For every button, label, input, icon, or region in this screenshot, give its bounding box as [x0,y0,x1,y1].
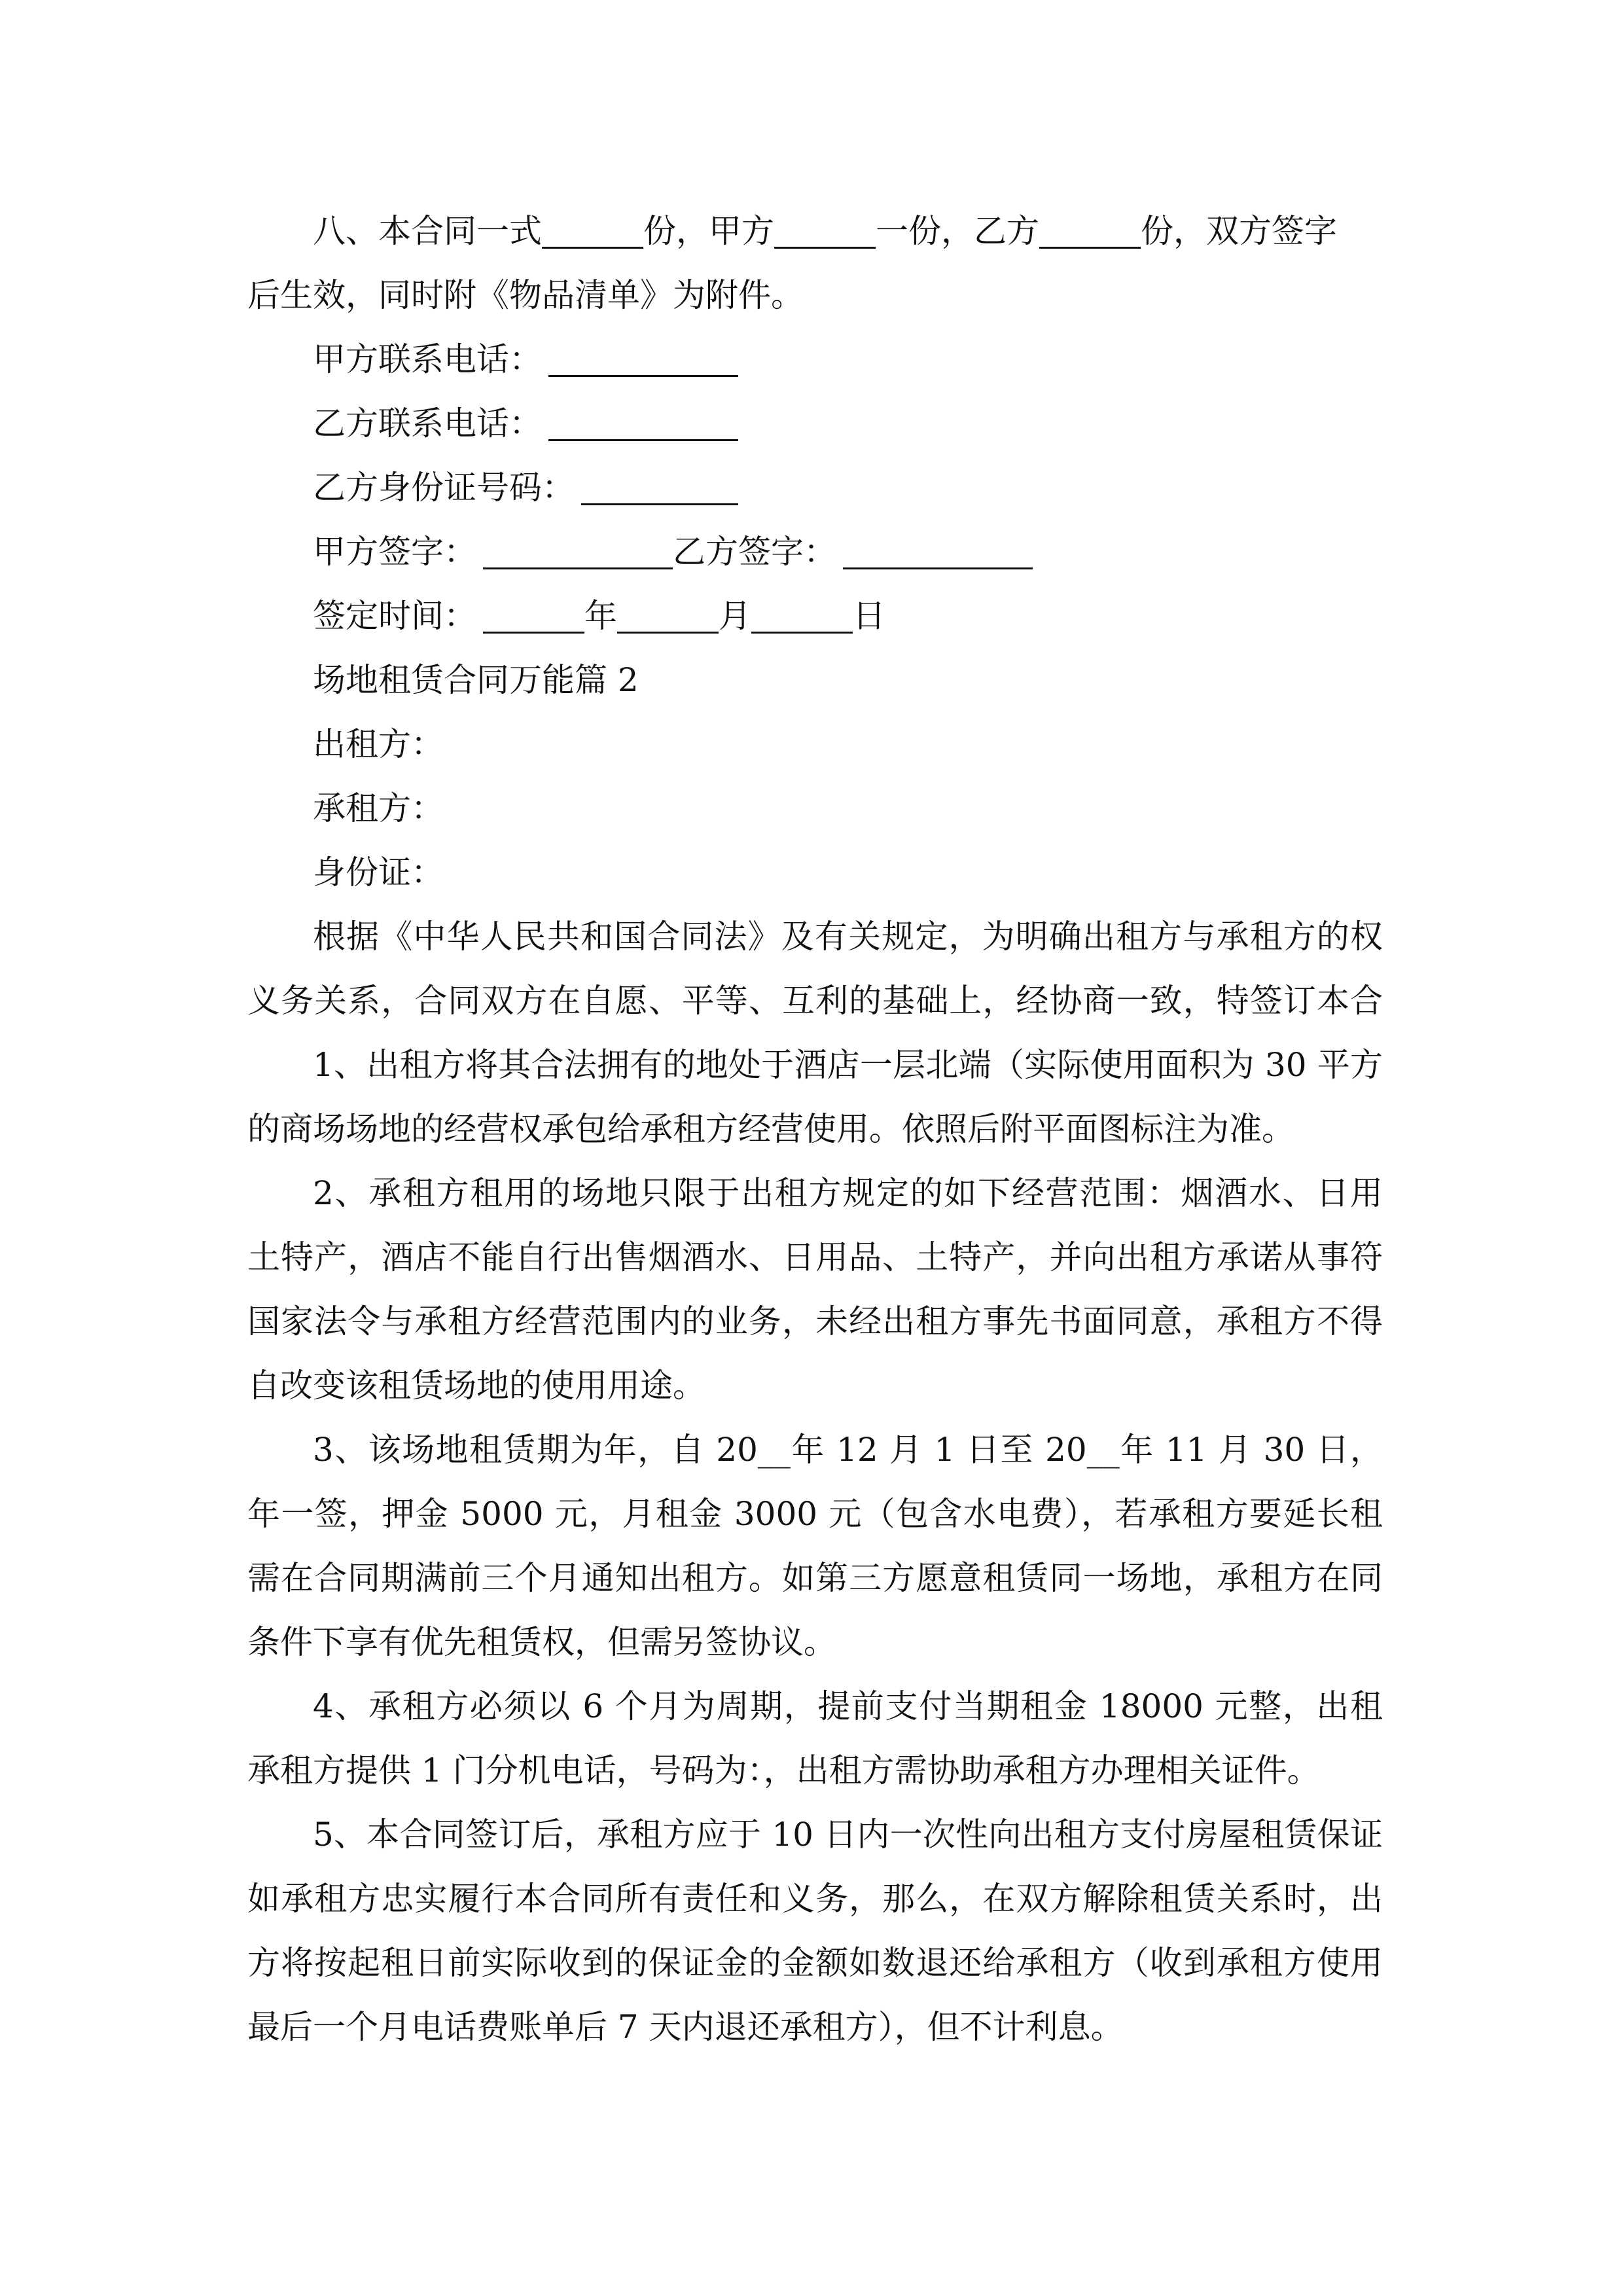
body-line: 需在合同期满前三个月通知出租方。如第三方愿意租赁同一场地，承租方在同 [247,1559,1383,1597]
party-a-phone-row [247,327,1383,391]
party-b-copies-blank[interactable] [1039,207,1141,249]
body-line: 承租方提供 1 门分机电话，号码为：，出租方需协助承租方办理相关证件。 [247,1751,1320,1789]
body-line: 的商场场地的经营权承包给承租方经营使用。依照后附平面图标注为准。 [247,1110,1294,1148]
party-a-copies-blank[interactable] [774,207,876,249]
day-field[interactable] [751,592,853,634]
body-line: 土特产，酒店不能自行出售烟酒水、日用品、土特产，并向出租方承诺从事符 [247,1238,1383,1276]
body-line: 自改变该租赁场地的使用用途。 [247,1367,705,1405]
body-line: 义务关系，合同双方在自愿、平等、互利的基础上，经协商一致，特签订本合 [247,982,1383,1020]
label: 签定时间： [313,597,476,635]
party-a-phone-field[interactable] [548,336,738,377]
id-label: 身份证： [313,853,444,891]
month-field[interactable] [617,592,719,634]
label: 乙方联系电话： [313,404,542,442]
label: 年 [584,597,617,635]
party-b-signature-field[interactable] [843,528,1033,569]
clause-8-line-1 [247,199,1383,263]
text: 份，双方签字 [1141,212,1337,250]
body-line: 根据《中华人民共和国合同法》及有关规定，为明确出租方与承租方的权 [313,918,1383,956]
body-line: 方将按起租日前实际收到的保证金的金额如数退还给承租方（收到承租方使用 [247,1944,1383,1982]
label: 乙方身份证号码： [313,469,575,507]
body-line: 国家法令与承租方经营范围内的业务，未经出租方事先书面同意，承租方不得 [247,1302,1383,1340]
body-line: 4、承租方必须以 6 个月为周期，提前支付当期租金 18000 元整，出租 [313,1687,1383,1725]
party-b-id-row [247,456,1383,520]
clause-8-line-2: 后生效，同时附《物品清单》为附件。 [247,276,804,314]
label: 月 [719,597,751,635]
body-line: 如承租方忠实履行本合同所有责任和义务，那么，在双方解除租赁关系时，出 [247,1880,1383,1918]
lessee-label: 承租方： [313,789,444,827]
party-b-phone-row [247,391,1383,456]
body-line: 2、承租方租用的场地只限于出租方规定的如下经营范围：烟酒水、日用 [313,1174,1383,1212]
body-line: 5、本合同签订后，承租方应于 10 日内一次性向出租方支付房屋租赁保证 [313,1816,1383,1854]
body-line: 1、出租方将其合法拥有的地处于酒店一层北端（实际使用面积为 30 平方 [313,1046,1383,1084]
body-line: 最后一个月电话费账单后 7 天内退还承租方），但不计利息。 [247,2008,1124,2046]
party-b-id-field[interactable] [581,464,738,505]
signature-row [247,520,1383,584]
text: 八、本合同一式 [313,212,542,250]
label: 甲方联系电话： [313,340,542,378]
label: 甲方签字： [313,533,476,571]
body-line: 条件下享有优先租赁权，但需另签协议。 [247,1623,836,1661]
party-b-phone-field[interactable] [548,400,738,441]
party-a-signature-field[interactable] [483,528,673,569]
body-line: 3、该场地租赁期为年，自 20__年 12 月 1 日至 20__年 11 月 30 日， [313,1431,1383,1469]
document-page [247,199,1383,2059]
body-line: 年一签，押金 5000 元，月租金 3000 元（包含水电费），若承租方要延长租 [247,1495,1383,1533]
text: 份，甲方 [643,212,774,250]
section-title: 场地租赁合同万能篇 2 [313,661,639,699]
sign-date-row [247,584,1383,648]
label: 日 [853,597,885,635]
contract-body [247,905,1383,2059]
copies-total-blank[interactable] [542,207,643,249]
lessor-label: 出租方： [313,725,444,763]
year-field[interactable] [483,592,584,634]
text: 一份，乙方 [876,212,1039,250]
label: 乙方签字： [673,533,836,571]
